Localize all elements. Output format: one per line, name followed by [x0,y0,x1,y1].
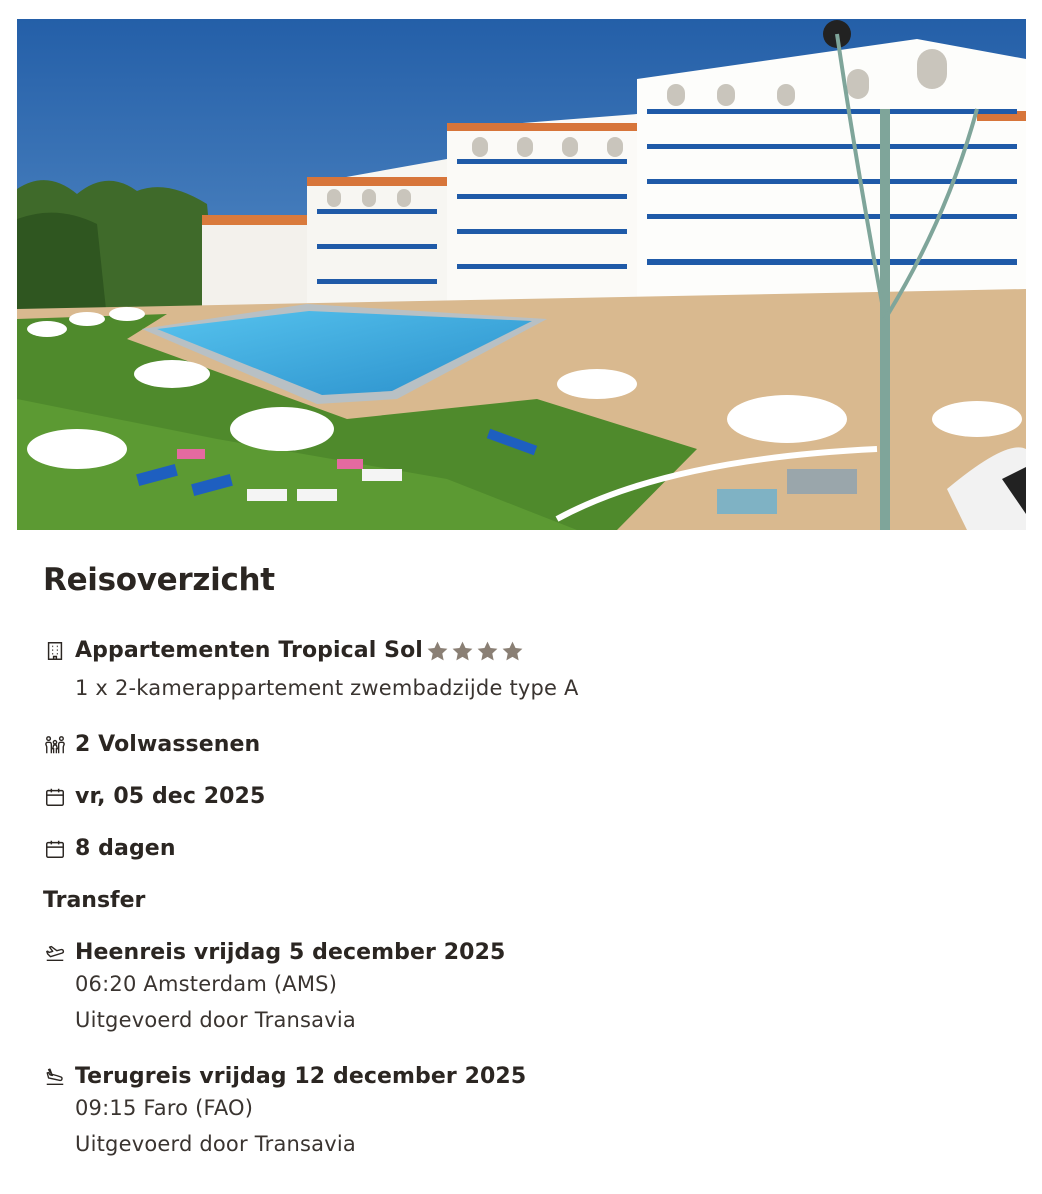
trip-duration: 8 dagen [75,836,176,861]
travelers-count: 2 Volwassenen [75,732,261,757]
star-icon [475,639,500,664]
outbound-operator: Uitgevoerd door Transavia [75,1008,356,1032]
page-title: Reisoverzicht [43,562,275,598]
hotel-name: Appartementen Tropical Sol [75,638,423,663]
return-operator: Uitgevoerd door Transavia [75,1132,356,1156]
calendar-icon [43,837,67,861]
hotel-photo [17,19,1026,530]
departure-date: vr, 05 dec 2025 [75,784,266,809]
outbound-flight-row [43,939,505,967]
star-icon [425,639,450,664]
people-icon [43,733,67,757]
departure-date-row [43,783,265,811]
outbound-title: Heenreis vrijdag 5 december 2025 [75,940,506,965]
return-time-place: 09:15 Faro (FAO) [75,1096,254,1120]
star-icon [500,639,525,664]
outbound-time-place: 06:20 Amsterdam (AMS) [75,972,338,996]
duration-row [43,835,176,863]
hotel-star-rating [425,639,525,664]
star-icon [450,639,475,664]
hotel-photo-illustration [17,19,1026,530]
plane-arrival-icon [43,1065,67,1089]
return-title: Terugreis vrijdag 12 december 2025 [75,1064,527,1089]
building-icon [43,639,67,663]
return-flight-row [43,1063,526,1091]
calendar-icon [43,785,67,809]
plane-departure-icon [43,941,67,965]
hotel-row [43,637,525,665]
room-type: 1 x 2-kamerappartement zwembadzijde type A [75,676,579,700]
transfer-label: Transfer [43,888,146,913]
travelers-row [43,731,260,759]
